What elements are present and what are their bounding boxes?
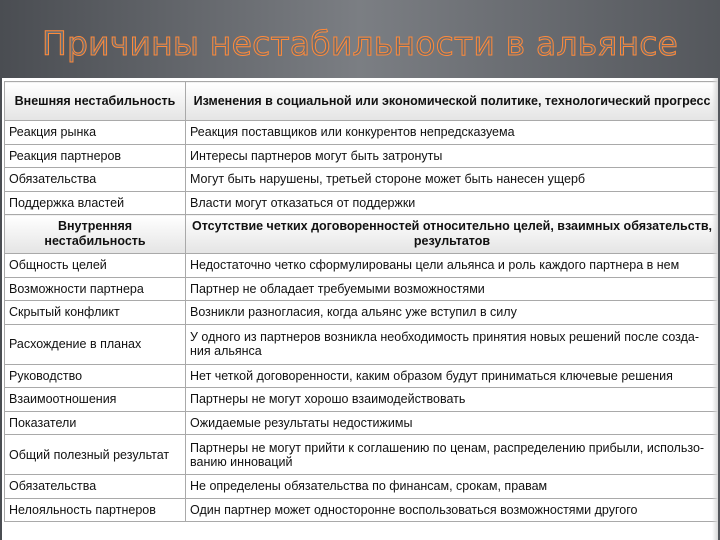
table-row bbox=[5, 301, 719, 325]
table-row bbox=[5, 168, 719, 192]
description-cell: Интересы партнеров могут быть затронуты bbox=[186, 144, 719, 168]
factor-cell: Руководство bbox=[5, 364, 186, 388]
factor-cell: Взаимоотношения bbox=[5, 388, 186, 412]
header-cell: Внешняя нестабильность bbox=[5, 82, 186, 121]
table-row bbox=[5, 435, 719, 475]
description-cell: Ожидаемые результаты недостижимы bbox=[186, 411, 719, 435]
factor-cell: Реакция рынка bbox=[5, 121, 186, 145]
table-row bbox=[5, 364, 719, 388]
factor-cell: Показатели bbox=[5, 411, 186, 435]
table-row bbox=[5, 277, 719, 301]
description-cell: Могут быть нарушены, третьей стороне может быть нанесен ущерб bbox=[186, 168, 719, 192]
header-cell: Изменения в социальной или экономической политике, технологический прогресс bbox=[186, 82, 719, 121]
factor-cell: Обязательства bbox=[5, 168, 186, 192]
table-row bbox=[5, 324, 719, 364]
factor-cell: Реакция партнеров bbox=[5, 144, 186, 168]
description-cell: Партнеры не могут прийти к соглашению по ценам, распределению прибыли, использо-ванию инноваций bbox=[186, 435, 719, 475]
description-cell: Власти могут отказаться от поддержки bbox=[186, 191, 719, 215]
description-cell: Нет четкой договоренности, каким образом будут приниматься ключевые решения bbox=[186, 364, 719, 388]
description-cell: Партнер не обладает требуемыми возможностями bbox=[186, 277, 719, 301]
table-row bbox=[5, 411, 719, 435]
factor-cell: Нелояльность партнеров bbox=[5, 498, 186, 522]
description-cell: Один партнер может односторонне воспользоваться возможностями другого bbox=[186, 498, 719, 522]
table-row bbox=[5, 144, 719, 168]
slide-title: Причины нестабильности в альянсе bbox=[41, 24, 679, 63]
description-cell: У одного из партнеров возникла необходимость принятия новых решений после созда-ния альянса bbox=[186, 324, 719, 364]
table-row bbox=[5, 498, 719, 522]
table-row bbox=[5, 121, 719, 145]
table-row bbox=[5, 388, 719, 412]
slide-edge-shadow bbox=[712, 78, 718, 540]
header-cell: Отсутствие четких договоренностей относительно целей, взаимных обязательств, результатов bbox=[186, 215, 719, 254]
header-cell: Внутренняя нестабильность bbox=[5, 215, 186, 254]
factor-cell: Общий полезный результат bbox=[5, 435, 186, 475]
description-cell: Недостаточно четко сформулированы цели альянса и роль каждого партнера в нем bbox=[186, 254, 719, 278]
instability-table-container bbox=[2, 78, 718, 540]
factor-cell: Возможности партнера bbox=[5, 277, 186, 301]
factor-cell: Расхождение в планах bbox=[5, 324, 186, 364]
instability-table bbox=[4, 81, 718, 522]
factor-cell: Поддержка властей bbox=[5, 191, 186, 215]
factor-cell: Скрытый конфликт bbox=[5, 301, 186, 325]
table-header-row-internal bbox=[5, 215, 719, 254]
factor-cell: Общность целей bbox=[5, 254, 186, 278]
description-cell: Партнеры не могут хорошо взаимодействовать bbox=[186, 388, 719, 412]
description-cell: Возникли разногласия, когда альянс уже вступил в силу bbox=[186, 301, 719, 325]
table-row bbox=[5, 475, 719, 499]
factor-cell: Обязательства bbox=[5, 475, 186, 499]
table-row bbox=[5, 191, 719, 215]
table-header-row-external bbox=[5, 82, 719, 121]
table-row bbox=[5, 254, 719, 278]
description-cell: Реакция поставщиков или конкурентов непредсказуема bbox=[186, 121, 719, 145]
description-cell: Не определены обязательства по финансам, срокам, правам bbox=[186, 475, 719, 499]
